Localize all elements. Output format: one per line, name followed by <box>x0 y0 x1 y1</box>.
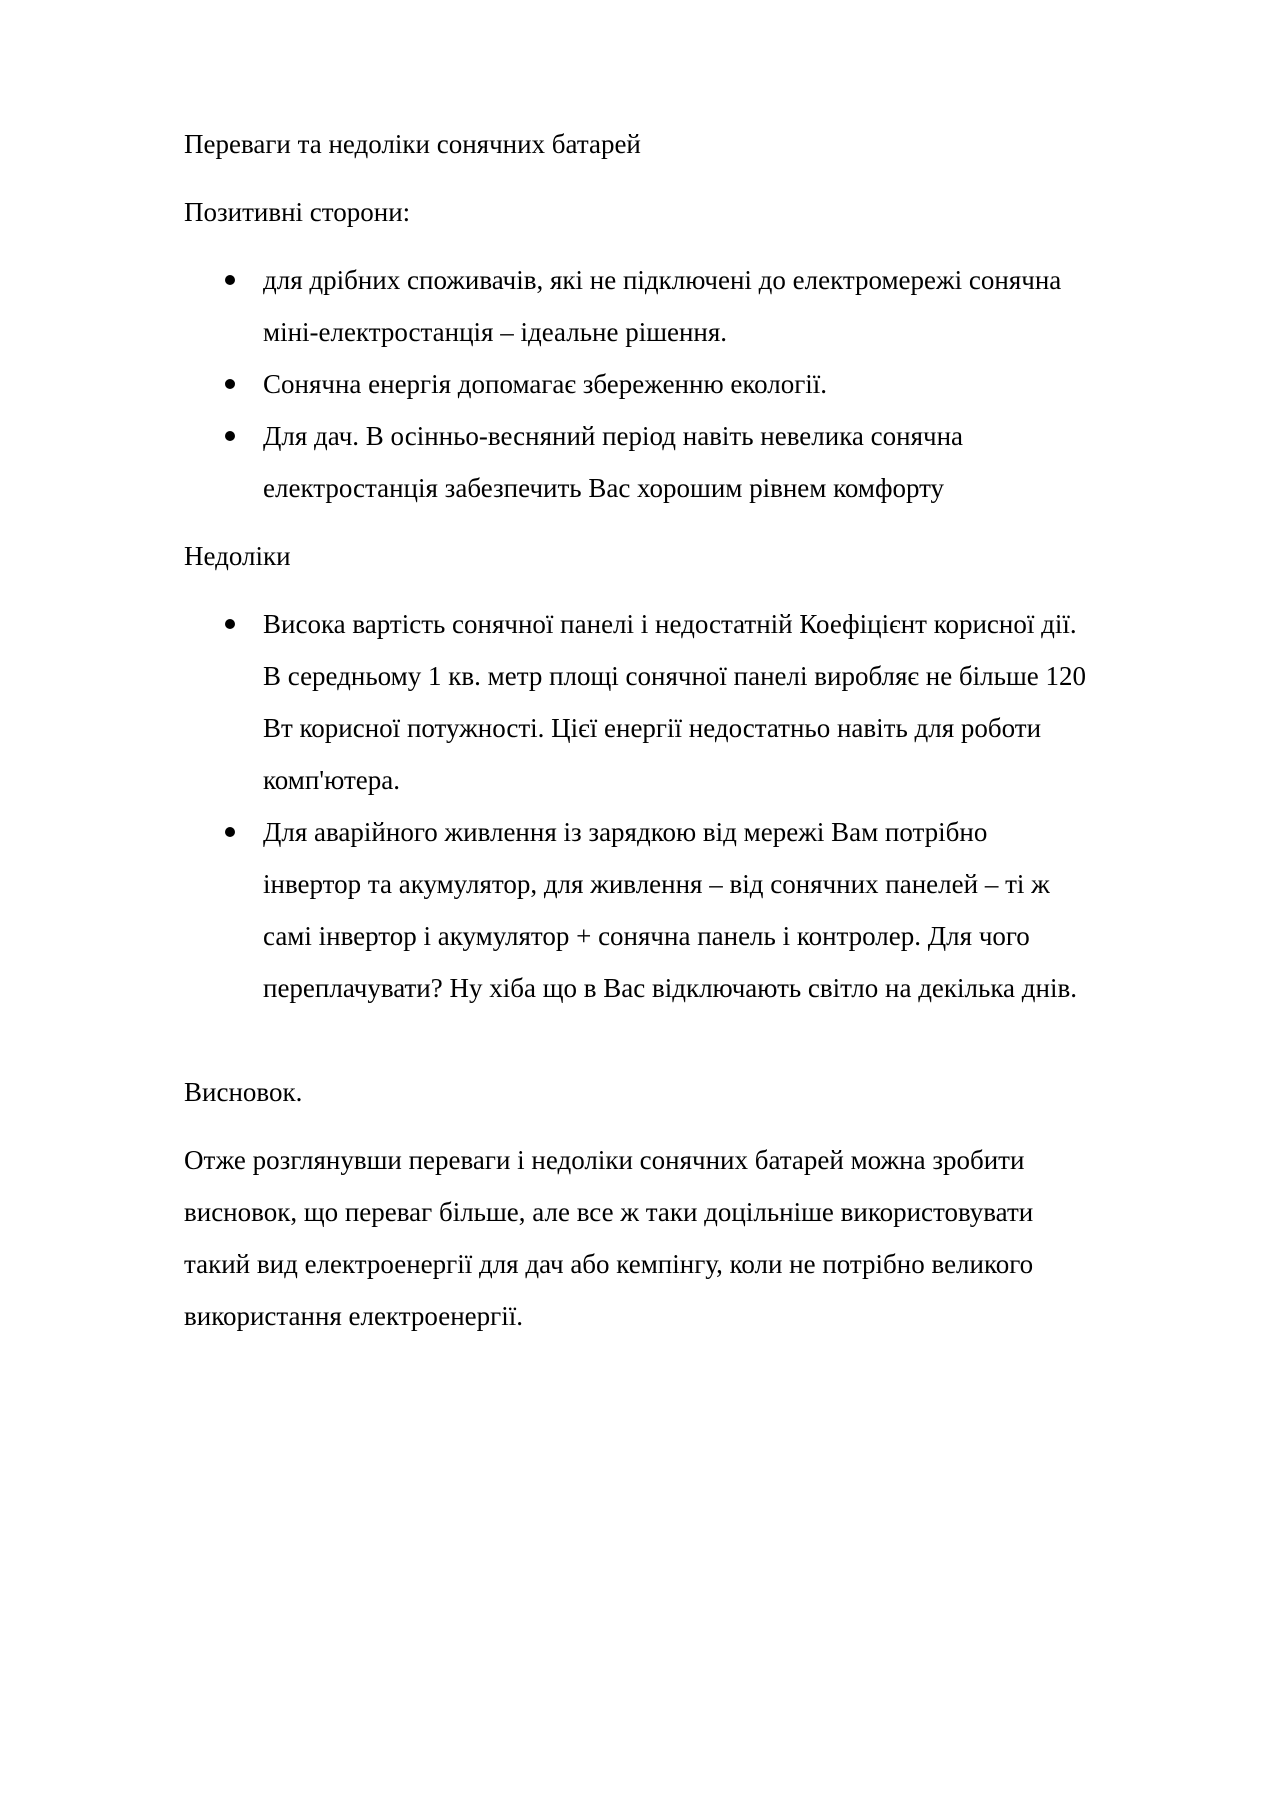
list-item <box>184 410 1184 514</box>
bullet-icon <box>225 379 235 389</box>
pros-heading: Позитивні сторони: <box>184 197 411 227</box>
list-item-line: самі інвертор і акумулятор + сонячна панель і контролер. Для чого <box>263 921 1030 951</box>
list-item <box>184 358 1184 410</box>
bullet-icon <box>225 827 235 837</box>
document-page <box>184 118 1184 1342</box>
document-title: Переваги та недоліки сонячних батарей <box>184 129 641 159</box>
cons-heading: Недоліки <box>184 541 291 571</box>
conclusion-line: використання електроенергії. <box>184 1301 523 1331</box>
list-item-line: переплачувати? Ну хіба що в Вас відключають світло на декілька днів. <box>263 973 1077 1003</box>
list-item <box>184 254 1184 358</box>
pros-list <box>184 254 1184 514</box>
list-item <box>184 598 1184 806</box>
list-item <box>184 806 1184 1014</box>
list-item-line: Вт корисної потужності. Цієї енергії недостатньо навіть для роботи <box>263 713 1042 743</box>
bullet-icon <box>225 275 235 285</box>
section-spacer <box>184 1030 1184 1066</box>
list-item-line: для дрібних споживачів, які не підключені до електромережі сонячна <box>263 265 1062 295</box>
list-item-line: Висока вартість сонячної панелі і недостатній Коефіцієнт корисної дії. <box>263 609 1077 639</box>
conclusion-paragraph <box>184 1134 1184 1342</box>
cons-list <box>184 598 1184 1014</box>
list-item-line: Сонячна енергія допомагає збереженню екології. <box>263 369 828 399</box>
list-item-line: Для аварійного живлення із зарядкою від мережі Вам потрібно <box>263 817 988 847</box>
list-item-line: В середньому 1 кв. метр площі сонячної панелі виробляє не більше 120 <box>263 661 1086 691</box>
bullet-icon <box>225 619 235 629</box>
list-item-line: інвертор та акумулятор, для живлення – від сонячних панелей – ті ж <box>263 869 1050 899</box>
list-item-line: комп'ютера. <box>263 765 400 795</box>
conclusion-line: такий вид електроенергії для дач або кемпінгу, коли не потрібно великого <box>184 1249 1034 1279</box>
list-item-line: міні-електростанція – ідеальне рішення. <box>263 317 728 347</box>
list-item-line: Для дач. В осінньо-весняний період навіть невелика сонячна <box>263 421 964 451</box>
bullet-icon <box>225 431 235 441</box>
conclusion-line: Отже розглянувши переваги і недоліки сонячних батарей можна зробити <box>184 1145 1025 1175</box>
list-item-line: електростанція забезпечить Вас хорошим рівнем комфорту <box>263 473 945 503</box>
conclusion-line: висновок, що переваг більше, але все ж таки доцільніше використовувати <box>184 1197 1034 1227</box>
conclusion-heading: Висновок. <box>184 1077 303 1107</box>
